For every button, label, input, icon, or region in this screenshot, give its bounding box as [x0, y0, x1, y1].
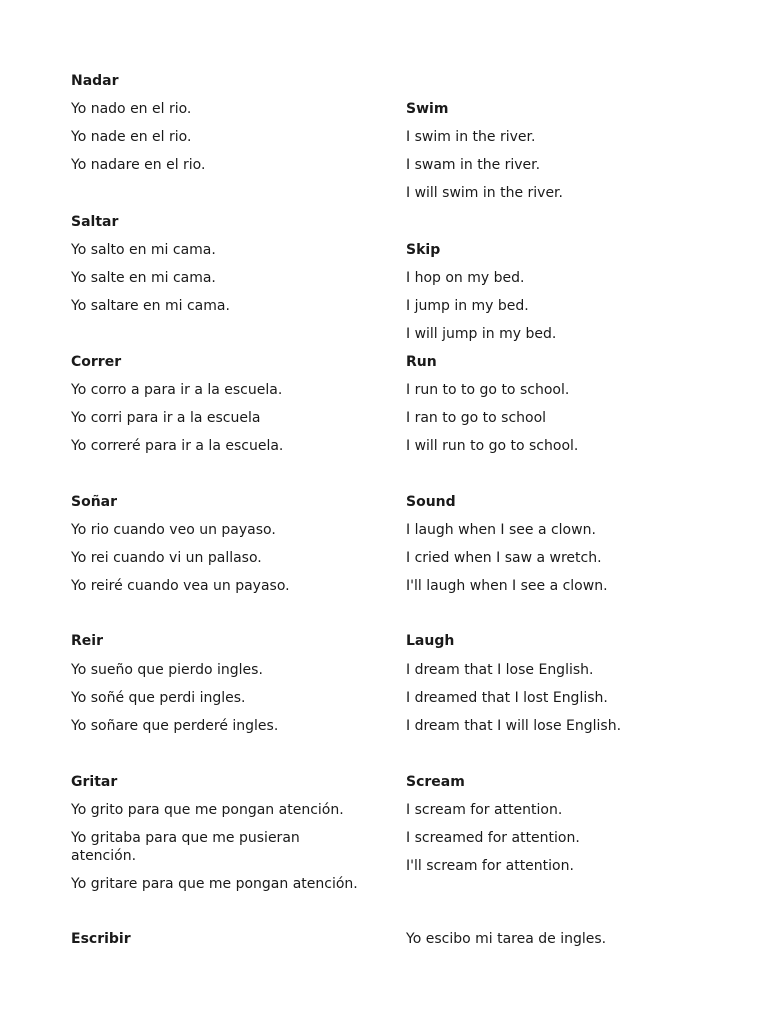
sentence-line: I jump in my bed.: [406, 298, 529, 314]
sentence-line: I scream for attention.: [406, 802, 563, 818]
verb-heading-skip: Skip: [406, 242, 441, 258]
sentence-line: I will swim in the river.: [406, 185, 563, 201]
verb-heading-reir: Reir: [71, 633, 103, 649]
sentence-line: Yo rio cuando veo un payaso.: [71, 522, 276, 538]
sentence-line: Yo sueño que pierdo ingles.: [71, 662, 263, 678]
sentence-line: I hop on my bed.: [406, 270, 525, 286]
sentence-line: Yo gritaba para que me pusieran atención.: [71, 830, 300, 864]
sentence-line: Yo nadare en el rio.: [71, 157, 206, 173]
sentence-line: Yo saltare en mi cama.: [71, 298, 230, 314]
verb-heading-laugh: Laugh: [406, 633, 455, 649]
sentence-line: Yo reiré cuando vea un payaso.: [71, 578, 290, 594]
verb-heading-saltar: Saltar: [71, 214, 119, 230]
sentence-line: Yo corro a para ir a la escuela.: [71, 382, 283, 398]
sentence-line: I will run to go to school.: [406, 438, 579, 454]
verb-heading-sound: Sound: [406, 494, 456, 510]
sentence-line: Yo gritare para que me pongan atención.: [71, 876, 358, 892]
sentence-line: Yo soñé que perdi ingles.: [71, 690, 246, 706]
sentence-line: Yo corri para ir a la escuela: [71, 410, 261, 426]
sentence-line: I dream that I will lose English.: [406, 718, 622, 734]
verb-heading-scream: Scream: [406, 774, 465, 790]
sentence-line: I'll scream for attention.: [406, 858, 574, 874]
sentence-line: Yo salte en mi cama.: [71, 270, 216, 286]
sentence-line: Yo escibo mi tarea de ingles.: [406, 931, 607, 947]
sentence-line: I swam in the river.: [406, 157, 541, 173]
sentence-line: I dreamed that I lost English.: [406, 690, 608, 706]
sentence-line: I ran to go to school: [406, 410, 547, 426]
sentence-line: I will jump in my bed.: [406, 326, 557, 342]
sentence-line: I'll laugh when I see a clown.: [406, 578, 608, 594]
sentence-line: Yo soñare que perderé ingles.: [71, 718, 279, 734]
sentence-line: I swim in the river.: [406, 129, 536, 145]
verb-heading-escribir: Escribir: [71, 931, 131, 947]
sentence-line: Yo grito para que me pongan atención.: [71, 802, 344, 818]
verb-heading-swim: Swim: [406, 101, 449, 117]
sentence-line: Yo correré para ir a la escuela.: [71, 438, 284, 454]
verb-heading-nadar: Nadar: [71, 73, 119, 89]
verb-heading-run: Run: [406, 354, 437, 370]
verb-heading-gritar: Gritar: [71, 774, 118, 790]
sentence-line: Yo nado en el rio.: [71, 101, 192, 117]
sentence-line: I laugh when I see a clown.: [406, 522, 596, 538]
sentence-line: Yo nade en el rio.: [71, 129, 192, 145]
sentence-line: I screamed for attention.: [406, 830, 580, 846]
sentence-line: I cried when I saw a wretch.: [406, 550, 602, 566]
sentence-line: I dream that I lose English.: [406, 662, 594, 678]
verb-heading-sonar: Soñar: [71, 494, 118, 510]
verb-heading-correr: Correr: [71, 354, 122, 370]
sentence-line: Yo rei cuando vi un pallaso.: [71, 550, 262, 566]
sentence-line: I run to to go to school.: [406, 382, 570, 398]
sentence-line: Yo salto en mi cama.: [71, 242, 216, 258]
